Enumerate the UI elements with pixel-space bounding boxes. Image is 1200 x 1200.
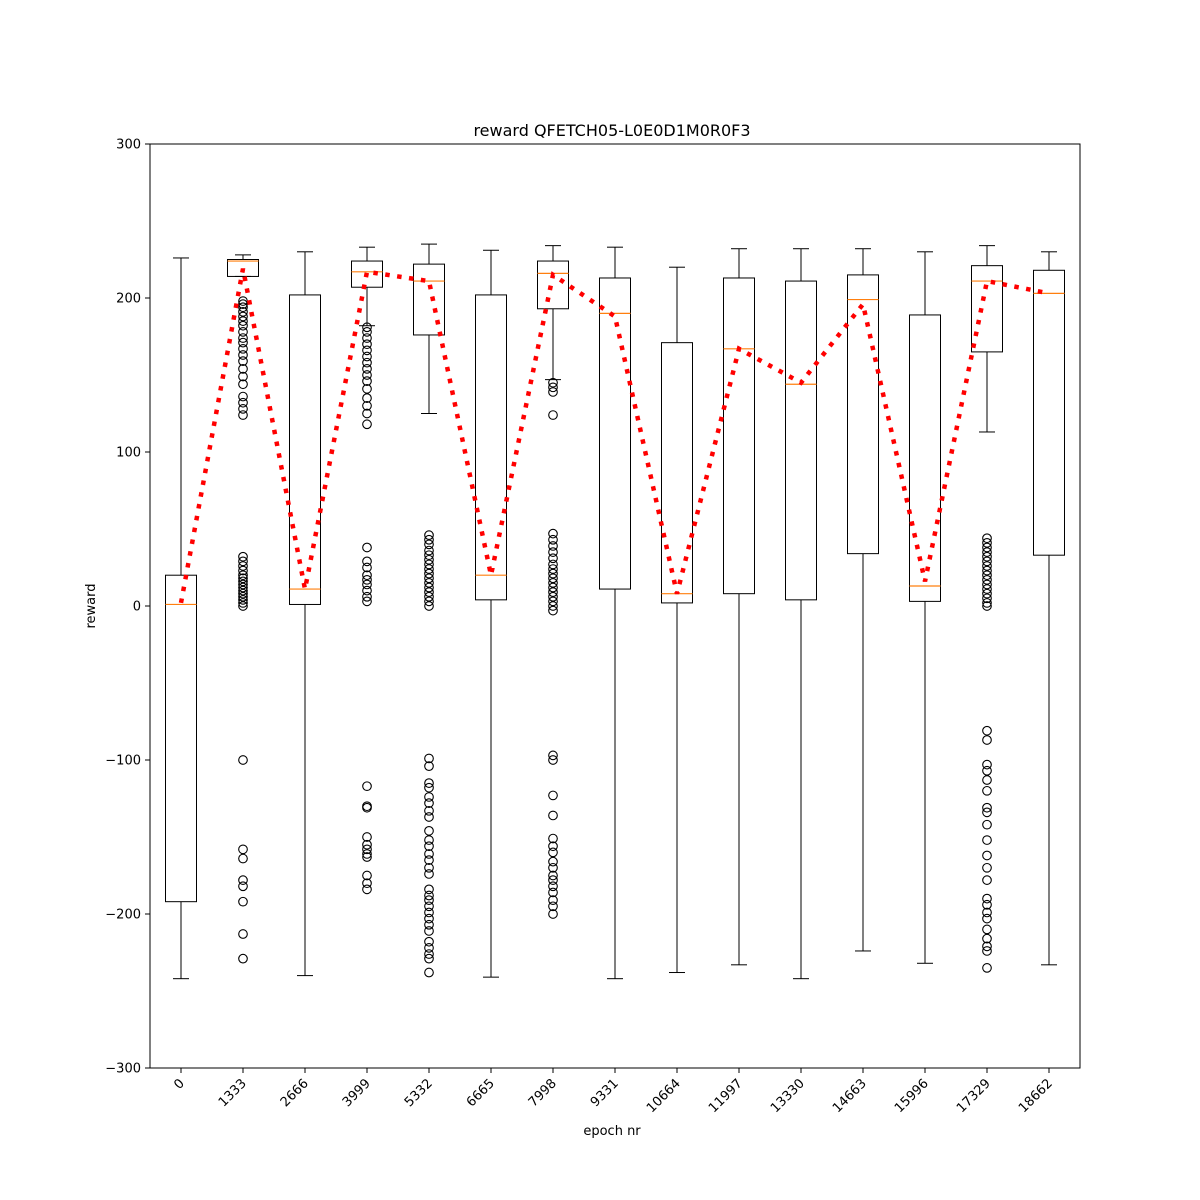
x-tick-label: 10664 — [643, 1076, 684, 1117]
x-tick-label: 2666 — [277, 1076, 312, 1111]
x-tick-label: 17329 — [953, 1076, 994, 1117]
x-tick-label: 11997 — [705, 1076, 746, 1117]
x-tick-label: 3999 — [339, 1076, 374, 1111]
x-tick-label: 15996 — [891, 1076, 932, 1117]
y-tick-label: −300 — [105, 1061, 141, 1077]
y-tick-label: 100 — [116, 445, 141, 461]
y-tick-label: 0 — [132, 599, 141, 615]
x-tick-label: 1333 — [215, 1076, 250, 1111]
y-tick-label: 200 — [116, 291, 141, 307]
x-tick-label: 9331 — [587, 1076, 622, 1111]
x-tick-label: 13330 — [767, 1076, 808, 1117]
x-tick-label: 5332 — [401, 1076, 436, 1111]
x-tick-label: 14663 — [829, 1076, 870, 1117]
x-tick-label: 18662 — [1015, 1076, 1056, 1117]
y-tick-label: −100 — [105, 753, 141, 769]
y-tick-label: −200 — [105, 907, 141, 923]
x-tick-label: 6665 — [463, 1076, 498, 1111]
x-axis-label: epoch nr — [583, 1124, 641, 1139]
chart-title: reward QFETCH05-L0E0D1M0R0F3 — [473, 121, 751, 140]
y-tick-label: 300 — [116, 137, 141, 153]
x-tick-label: 0 — [171, 1076, 188, 1093]
y-axis-label: reward — [84, 583, 99, 629]
x-tick-label: 7998 — [525, 1076, 560, 1111]
